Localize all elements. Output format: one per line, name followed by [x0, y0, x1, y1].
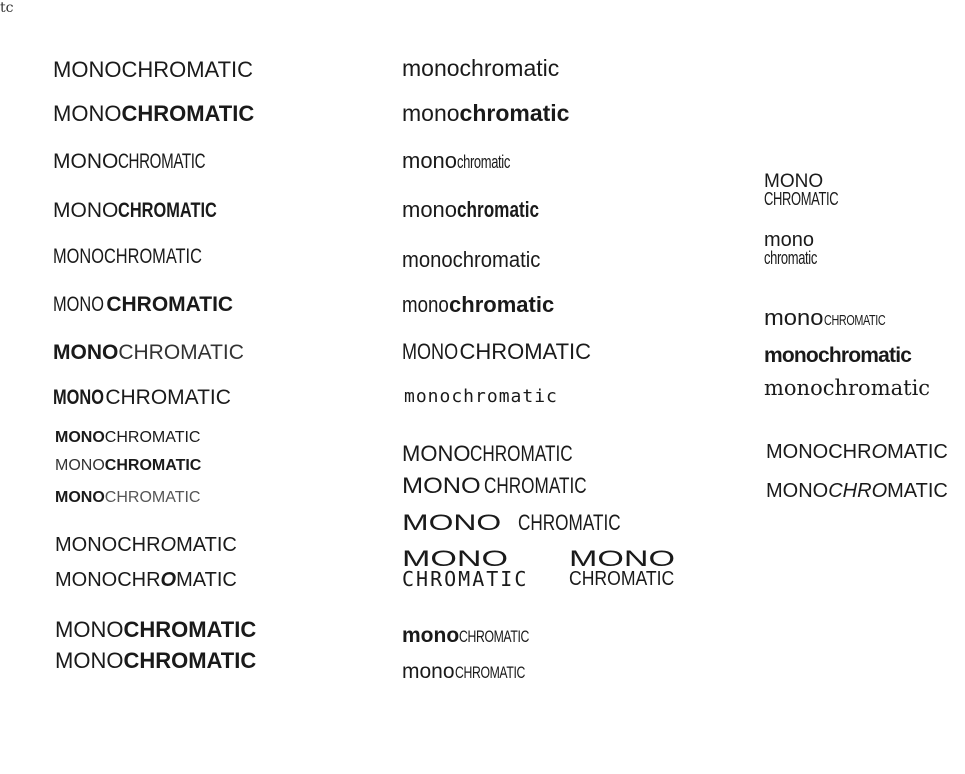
wordmark-part-mono: mono — [402, 55, 460, 81]
wordmark-part-chromatic: CHROMATIC — [118, 341, 244, 364]
wordmark-c3-r4 — [764, 345, 911, 366]
wordmark-part-chromatic: CHROMATIC — [103, 245, 202, 268]
wordmark-c1-r9 — [55, 430, 200, 446]
wordmark-part-chromatic: chromatic — [457, 152, 510, 172]
wordmark-c2-r14 — [402, 661, 552, 682]
wordmark-c1-r1 — [53, 59, 253, 81]
wordmark-part-mono: MONO — [53, 150, 119, 173]
wordmark-part-mono: MONO — [55, 457, 105, 474]
wordmark-part-mono: MONO — [55, 648, 124, 673]
wordmark-part-top: MONO — [569, 546, 676, 571]
wordmark-part-mono: MONO — [53, 293, 104, 316]
wordmark-part-chromatic: CHROMATIC — [104, 457, 202, 474]
wordmark-c1-r13 — [55, 570, 237, 590]
wordmark-part-chromatic: CHROMATIC — [118, 199, 218, 222]
wordmark-c2-r7 — [402, 341, 591, 363]
cropped-text-fragment: tc — [0, 0, 14, 16]
wordmark-part-chromatic: CHROMATIC — [824, 312, 886, 329]
wordmark-c1-r10 — [55, 458, 201, 474]
wordmark-part-mono: MONO — [53, 386, 104, 409]
wordmark-c1-r11 — [55, 490, 200, 506]
wordmark-part-chromatic: chromatic — [457, 197, 540, 222]
wordmark-part-chromatic: CHROMATIC — [459, 627, 530, 646]
wordmark-part-chromatic: CHROMATIC — [121, 57, 254, 82]
wordmark-part-mono: mono — [402, 292, 449, 317]
wordmark-c1-r8 — [53, 387, 231, 408]
wordmark-part-chr: CHR — [828, 480, 872, 502]
wordmark-c2-r12b — [569, 546, 689, 590]
wordmark-part-chromatic: CHROMATIC — [484, 473, 588, 498]
wordmark-part-italic-o: O — [871, 480, 888, 502]
wordmark-part-mono: mono — [402, 247, 453, 272]
wordmark-c2-r13 — [402, 625, 556, 646]
wordmark-part-chromatic: CHROMATIC — [105, 386, 231, 409]
wordmark-part-mono: MONO — [766, 480, 829, 502]
wordmark-part-mono: MONO — [402, 510, 502, 535]
wordmark-full — [53, 246, 202, 267]
wordmark-part-mono: MONO — [53, 101, 122, 126]
wordmark-c3-r1 — [764, 173, 867, 208]
wordmark-full: monochromatic — [764, 376, 931, 400]
wordmark-c1-r14 — [55, 619, 256, 641]
wordmark-part-chromatic: CHROMATIC — [118, 150, 206, 173]
wordmark-c1-r12 — [55, 535, 237, 555]
wordmark-c2-r5 — [402, 249, 552, 271]
wordmark-part-mono: mono — [402, 197, 458, 222]
wordmark-part-chromatic: CHROMATIC — [104, 429, 201, 446]
wordmark-c3-r2 — [764, 231, 838, 267]
wordmark-part-monochr: MONOCHR — [55, 569, 161, 591]
wordmark-c2-r9 — [402, 443, 602, 465]
wordmark-part-mono: MONO — [55, 617, 124, 642]
wordmark-part-bottom: chromatic — [764, 248, 817, 268]
wordmark-c2-r11 — [402, 512, 650, 534]
wordmark-c2-r12a — [402, 546, 529, 591]
wordmark-part-chromatic: CHROMATIC — [454, 663, 525, 682]
wordmark-part-monochr: MONOCHR — [55, 534, 161, 556]
wordmark-full — [402, 249, 540, 271]
wordmark-part-mono: MONO — [55, 489, 105, 506]
wordmark-part-mono: mono — [402, 624, 460, 647]
wordmark-part-chromatic: CHROMATIC — [518, 510, 622, 535]
wordmark-c2-r10 — [402, 475, 616, 497]
wordmark-part-chromatic: CHROMATIC — [106, 293, 234, 316]
wordmark-c3-r6 — [766, 442, 948, 462]
wordmark-c2-r6 — [402, 294, 554, 316]
wordmark-c1-r4 — [53, 200, 245, 221]
wordmark-part-mono: MONO — [53, 199, 119, 222]
wordmark-full: monochromatic — [764, 344, 912, 367]
wordmark-c2-r4 — [402, 199, 562, 221]
wordmark-c3-r5 — [764, 378, 930, 399]
wordmark-c1-r5 — [53, 246, 244, 267]
wordmark-c1-r7 — [53, 342, 244, 363]
wordmark-part-mono: MONO — [53, 341, 119, 364]
wordmark-part-monochr: MONOCHR — [766, 441, 872, 463]
wordmark-part-top: MONO — [402, 546, 509, 571]
wordmark-part-chromatic: CHROMATIC — [121, 101, 255, 126]
wordmark-part-chromatic: chromatic — [449, 292, 555, 317]
wordmark-part-mono: MONO — [402, 441, 471, 466]
wordmark-part-matic: MATIC — [887, 441, 948, 463]
wordmark-part-mono: mono — [402, 660, 455, 683]
wordmark-part-chromatic: CHROMATIC — [104, 489, 201, 506]
wordmark-part-matic: MATIC — [176, 534, 237, 556]
wordmark-part-mono: mono — [402, 148, 458, 173]
wordmark-part-matic: MATIC — [176, 569, 237, 591]
wordmark-c2-r3 — [402, 150, 531, 172]
wordmark-part-bottom: CHROMATIC — [764, 189, 839, 210]
wordmark-part-chromatic: CHROMATIC — [123, 617, 257, 642]
wordmark-full: monochromatic — [404, 386, 558, 407]
wordmark-part-chromatic: chromatic — [452, 247, 541, 272]
wordmark-part-bottom: CHROMATIC — [402, 567, 529, 591]
wordmark-part-mono: mono — [402, 100, 460, 126]
wordmark-c3-r3 — [764, 307, 909, 329]
wordmark-part-mono: MONO — [55, 429, 105, 446]
wordmark-part-chromatic: CHROMATIC — [123, 648, 257, 673]
wordmark-c1-r3 — [53, 151, 239, 172]
wordmark-c1-r15 — [55, 650, 256, 672]
wordmark-part-mono: MONO — [402, 473, 481, 498]
wordmark-c2-r1 — [402, 57, 559, 80]
wordmark-c1-r6 — [53, 294, 233, 315]
wordmark-part-matic: MATIC — [887, 480, 948, 502]
wordmark-part-chromatic: chromatic — [459, 55, 560, 81]
wordmark-part-mono: MONO — [53, 57, 122, 82]
wordmark-c2-r2 — [402, 102, 569, 125]
wordmark-c2-r8 — [404, 388, 558, 406]
wordmark-part-chromatic: CHROMATIC — [470, 441, 574, 466]
wordmark-part-mono: MONO — [402, 339, 459, 364]
wordmark-part-chromatic: chromatic — [459, 100, 570, 126]
wordmark-part-italic-o: O — [160, 534, 177, 556]
wordmark-part-mono: mono — [764, 305, 824, 330]
wordmark-part-italic-o: O — [871, 441, 888, 463]
wordmark-part-mono: MONO — [53, 245, 104, 268]
wordmark-part-chromatic: CHROMATIC — [459, 339, 592, 364]
wordmark-part-top: MONO — [764, 171, 824, 192]
wordmark-c3-r7 — [766, 481, 948, 501]
wordmark-c1-r2 — [53, 103, 254, 125]
wordmark-part-top: mono — [764, 229, 815, 251]
wordmark-part-bottom: CHROMATIC — [569, 568, 675, 590]
wordmark-part-italic-o: O — [160, 569, 177, 591]
